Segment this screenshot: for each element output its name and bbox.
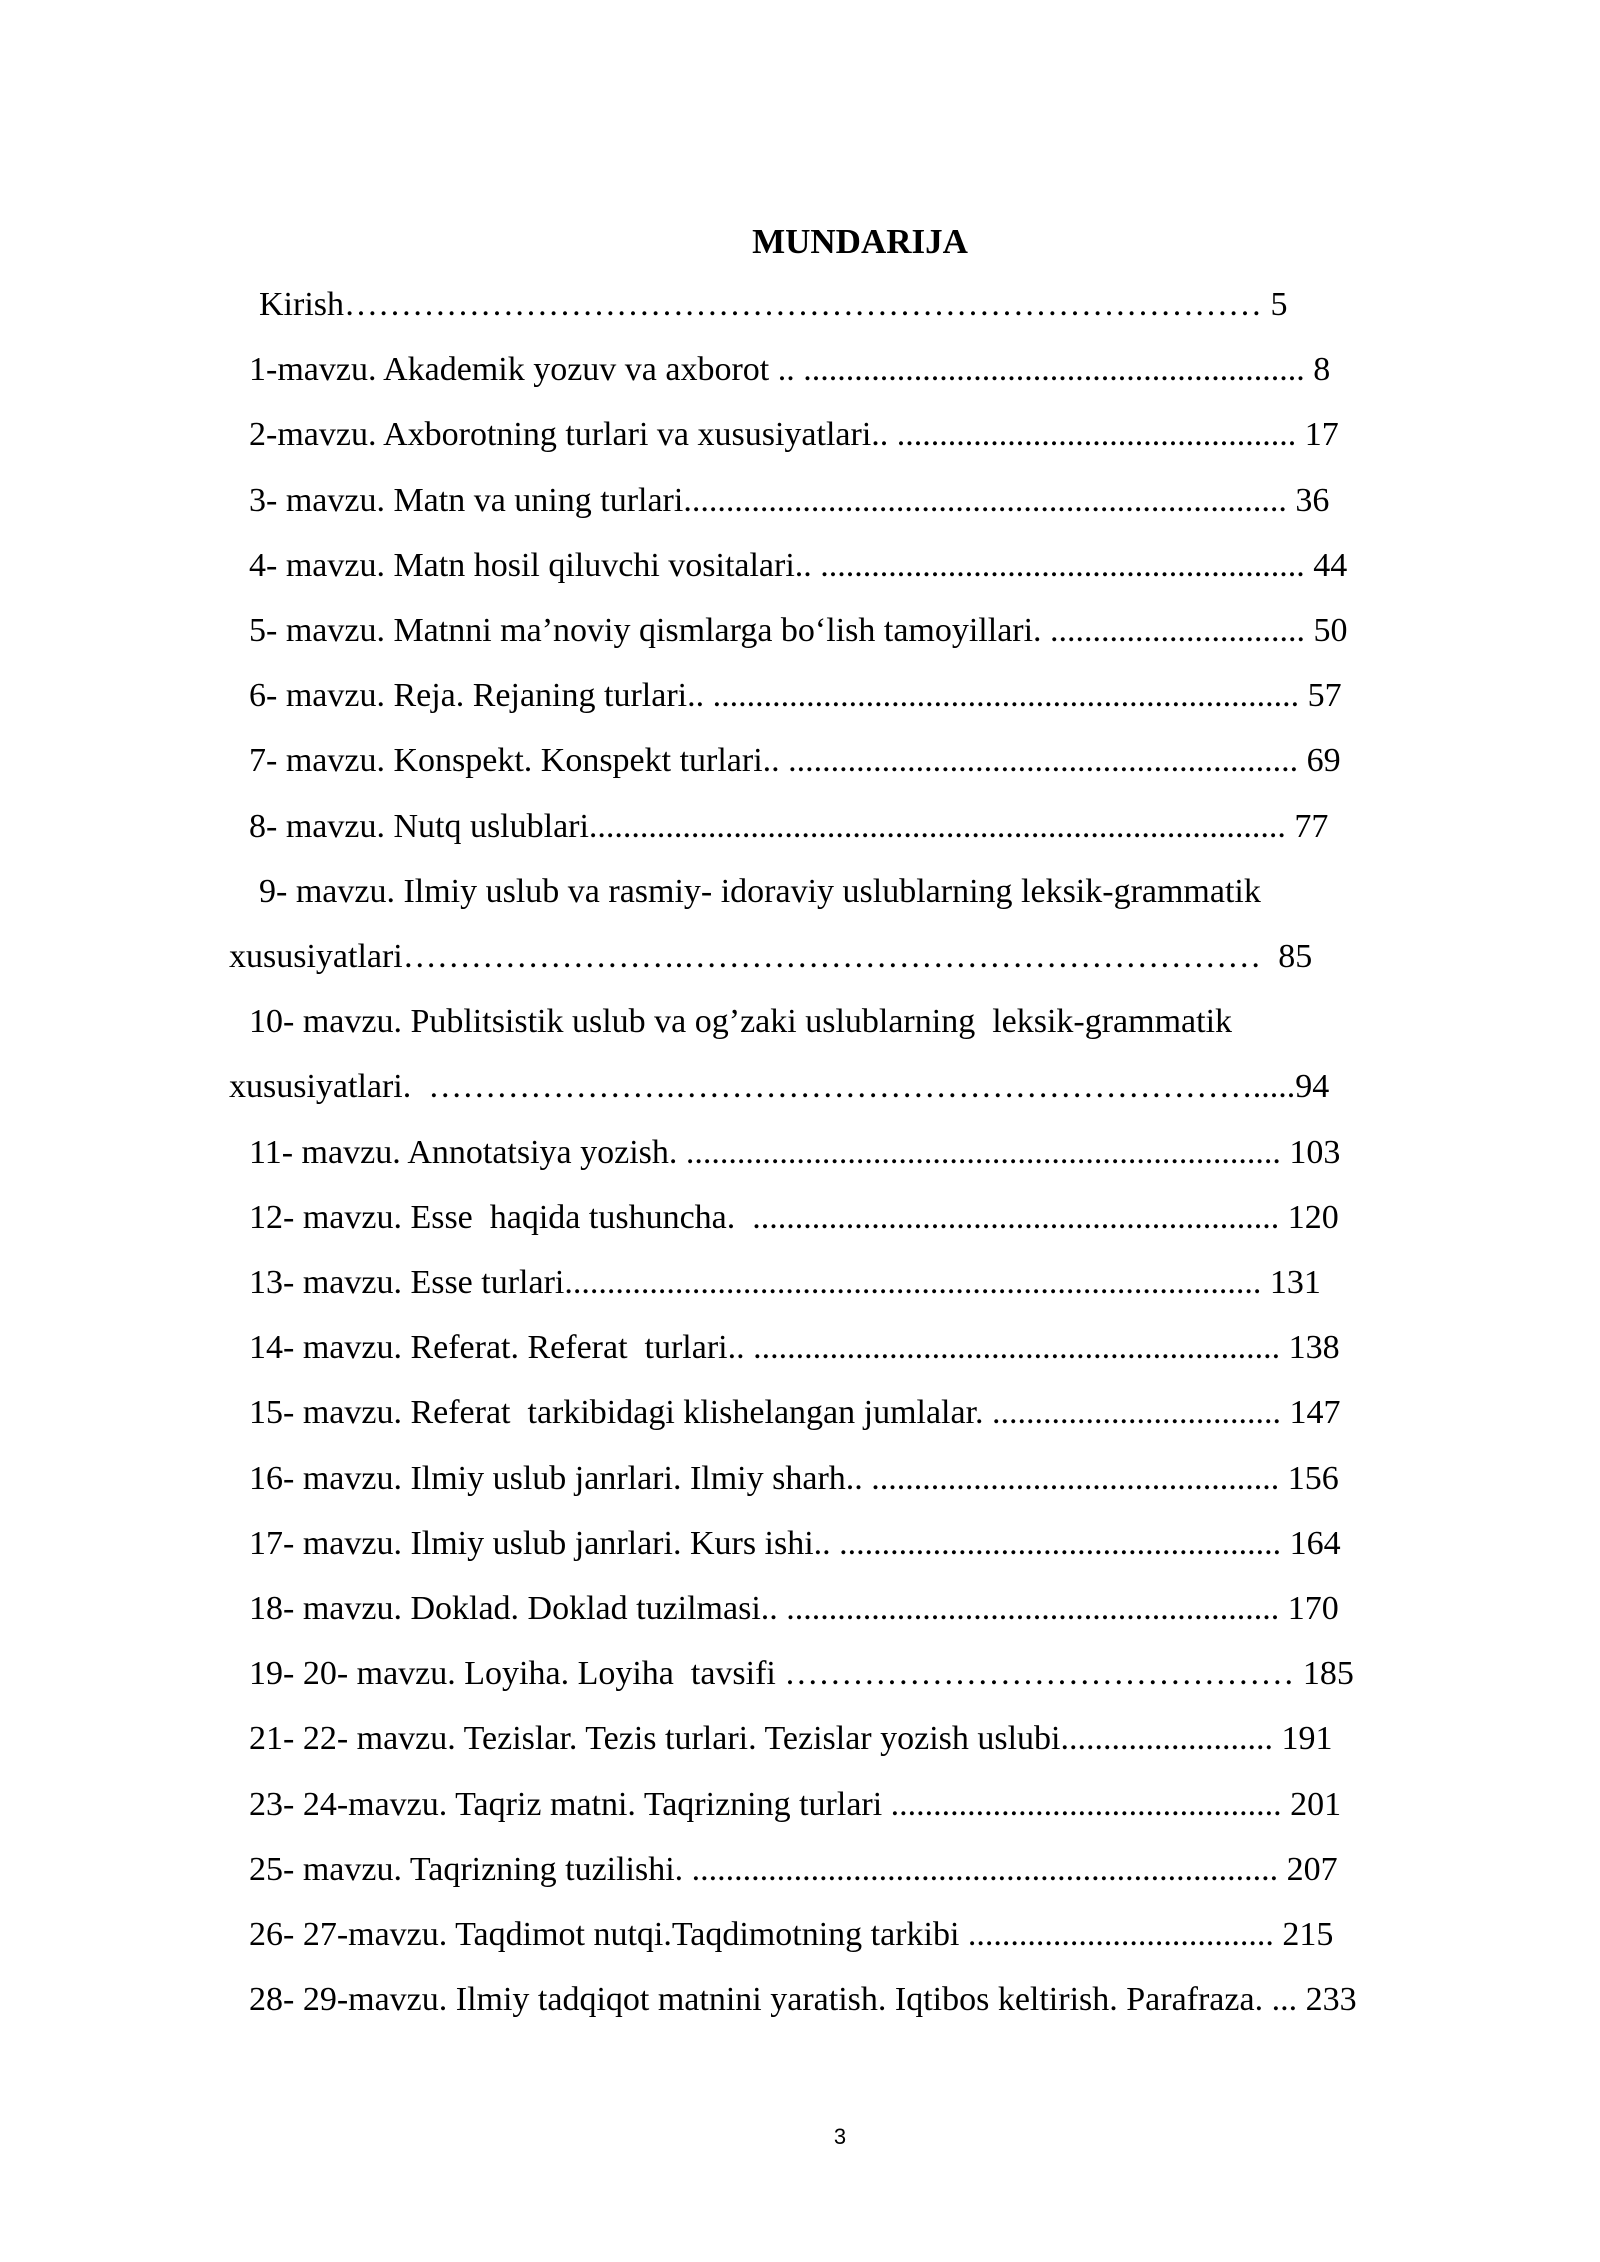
- toc-entry: 28- 29-mavzu. Ilmiy tadqiqot matnini yaratish. Iqtibos keltirish. Parafraza. ... 233: [249, 1981, 1357, 2019]
- toc-entry: xususiyatlari. ………………….…………………………………………….....94: [229, 1068, 1330, 1106]
- toc-entry: 9- mavzu. Ilmiy uslub va rasmiy- idoraviy uslublarning leksik-grammatik: [259, 872, 1261, 910]
- toc-entry: 4- mavzu. Matn hosil qiluvchi vositalari.. ......................................................... 44: [249, 546, 1348, 584]
- toc-entry: 15- mavzu. Referat tarkibidagi klishelangan jumlalar. .................................. 147: [249, 1394, 1341, 1432]
- toc-entry: 5- mavzu. Matnni ma’noviy qismlarga bo‘lish tamoyillari. .............................. 50: [249, 612, 1348, 649]
- toc-entry: 7- mavzu. Konspekt. Konspekt turlari.. ............................................................ 69: [249, 742, 1341, 780]
- toc-entry: 1-mavzu. Akademik yozuv va axborot .. ........................................................... 8: [249, 351, 1331, 389]
- toc-entry: 19- 20- mavzu. Loyiha. Loyiha tavsifi ……………………………………… 185: [249, 1655, 1354, 1693]
- toc-entry: 17- mavzu. Ilmiy uslub janrlari. Kurs ishi.. .................................................... 164: [249, 1524, 1341, 1562]
- toc-entry: 13- mavzu. Esse turlari.................................................................................. 131: [249, 1264, 1321, 1301]
- toc-entry: 11- mavzu. Annotatsiya yozish. ...................................................................... 103: [249, 1133, 1341, 1171]
- toc-entry: 21- 22- mavzu. Tezislar. Tezis turlari. Tezislar yozish uslubi......................... 191: [249, 1720, 1333, 1758]
- toc-entry: 18- mavzu. Doklad. Doklad tuzilmasi.. .......................................................... 170: [249, 1590, 1339, 1627]
- toc-entry: 23- 24-mavzu. Taqriz matni. Taqrizning turlari .............................................. 201: [249, 1785, 1342, 1823]
- toc-entry: 2-mavzu. Axborotning turlari va xususiyatlari.. ............................................... 17: [249, 416, 1339, 454]
- toc-entry: Kirish……………………………………………………………………… 5: [259, 286, 1288, 323]
- toc-entry: 3- mavzu. Matn va uning turlari....................................................................... 36: [249, 481, 1330, 519]
- toc-entry: xususiyatlari…………………….…………………………………………… 85: [229, 938, 1313, 975]
- page-title: MUNDARIJA: [752, 222, 968, 261]
- toc-entry: 10- mavzu. Publitsistik uslub va og’zaki uslublarning leksik-grammatik: [249, 1003, 1233, 1041]
- toc-entry: 26- 27-mavzu. Taqdimot nutqi.Taqdimotning tarkibi .................................... 215: [249, 1916, 1334, 1953]
- toc-entry: 25- mavzu. Taqrizning tuzilishi. ..................................................................... 207: [249, 1850, 1338, 1888]
- table-of-contents: [0, 281, 1600, 2061]
- toc-entry: 8- mavzu. Nutq uslublari.................................................................................. 77: [249, 807, 1329, 845]
- toc-entry: 14- mavzu. Referat. Referat turlari.. .............................................................. 138: [249, 1329, 1340, 1367]
- toc-entry: 6- mavzu. Reja. Rejaning turlari.. ..................................................................... 57: [249, 677, 1342, 715]
- toc-entry: 16- mavzu. Ilmiy uslub janrlari. Ilmiy sharh.. ................................................ 156: [249, 1459, 1339, 1497]
- page-number: 3: [833, 2124, 847, 2149]
- toc-entry: 12- mavzu. Esse haqida tushuncha. .............................................................. 120: [249, 1198, 1339, 1236]
